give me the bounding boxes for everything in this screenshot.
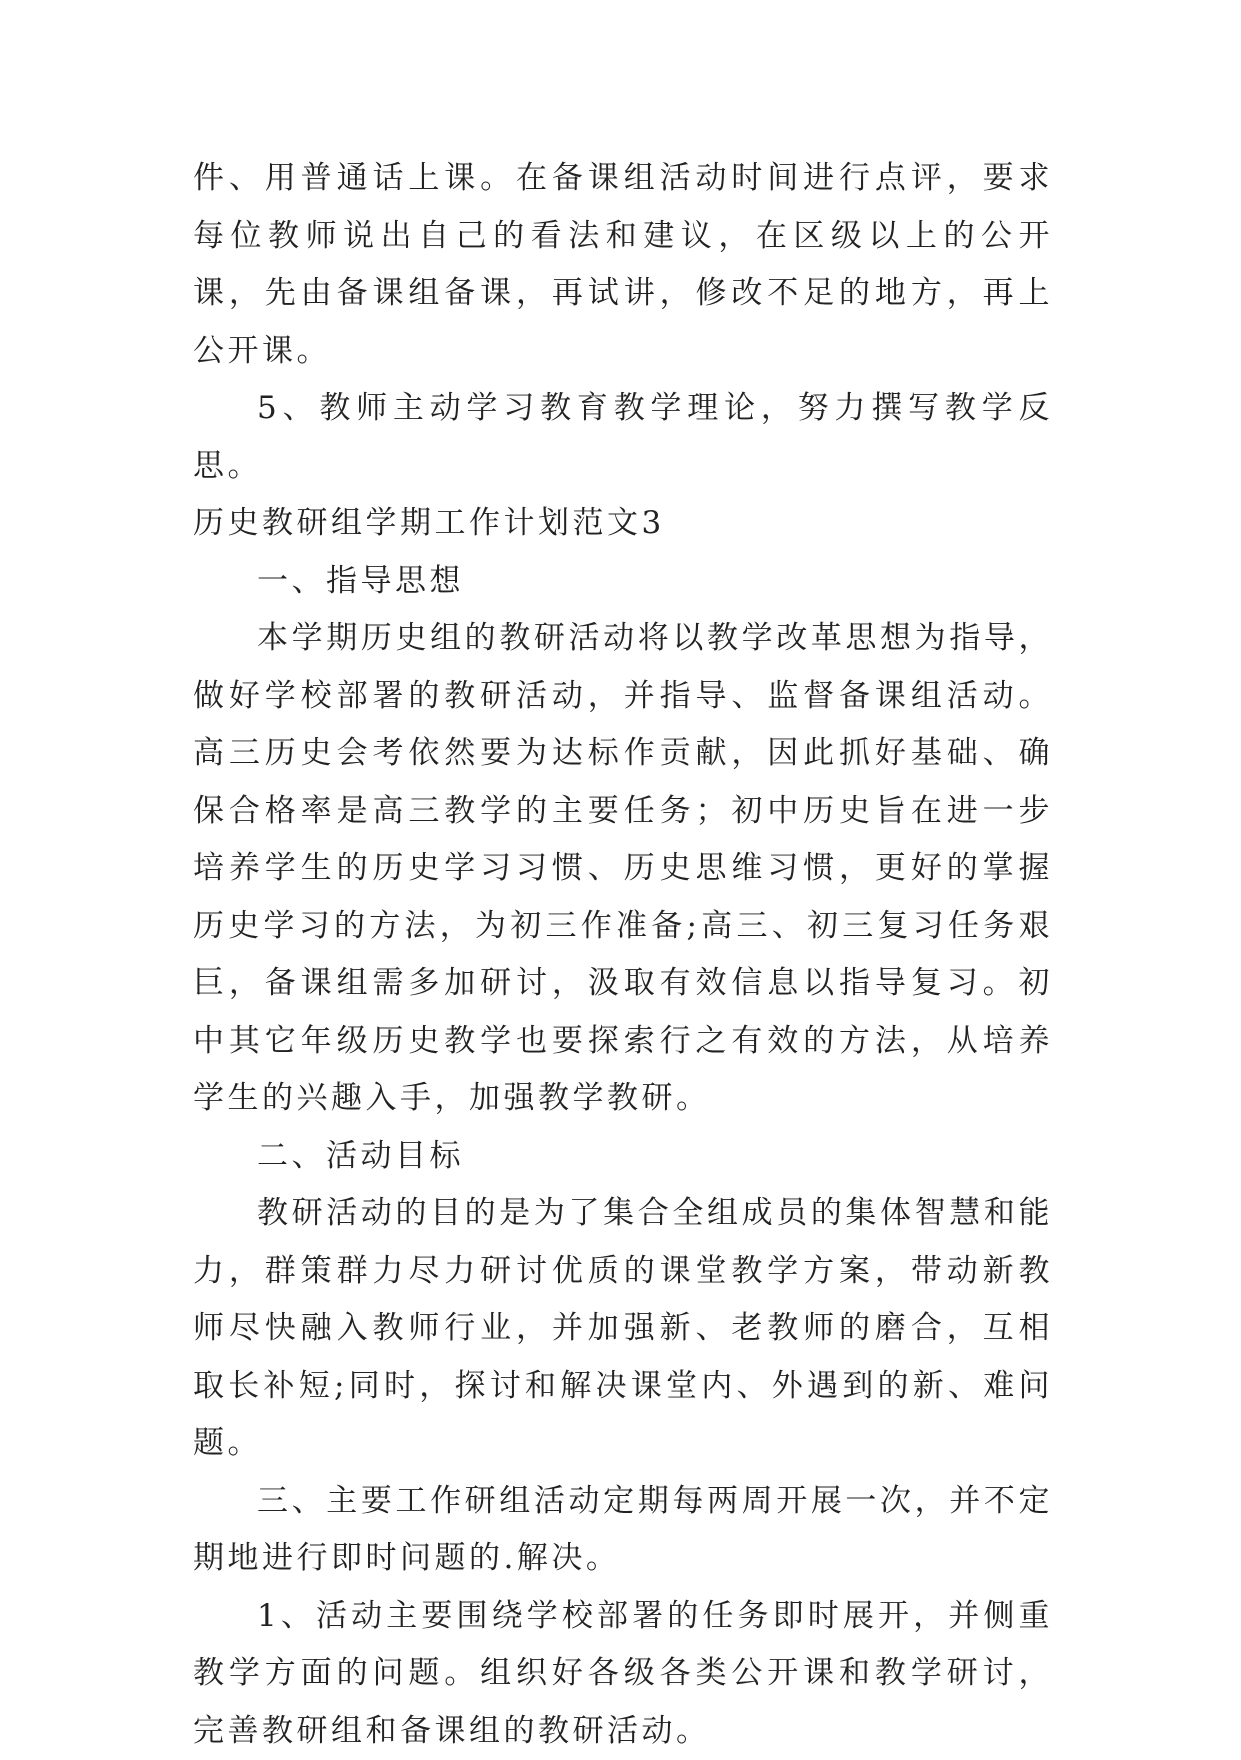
paragraph-item-5: 5、教师主动学习教育教学理论，努力撰写教学反思。 — [193, 380, 1053, 495]
heading-guiding-thought: 一、指导思想 — [193, 553, 1053, 611]
paragraph-item-1: 1、活动主要围绕学校部署的任务即时展开，并侧重教学方面的问题。组织好各级各类公开课和教学研讨，完善教研组和备课组的教研活动。 — [193, 1588, 1053, 1760]
paragraph-activity-goals: 教研活动的目的是为了集合全组成员的集体智慧和能力，群策群力尽力研讨优质的课堂教学方案，带动新教师尽快融入教师行业，并加强新、老教师的磨合，互相取长补短;同时，探讨和解决课堂内、外遇到的新、难问题。 — [193, 1185, 1053, 1473]
document-body — [193, 150, 1053, 1760]
paragraph-continuation: 件、用普通话上课。在备课组活动时间进行点评，要求每位教师说出自己的看法和建议，在区级以上的公开课，先由备课组备课，再试讲，修改不足的地方，再上公开课。 — [193, 150, 1053, 380]
section-title: 历史教研组学期工作计划范文3 — [193, 495, 1053, 553]
paragraph-guiding-thought: 本学期历史组的教研活动将以教学改革思想为指导，做好学校部署的教研活动，并指导、监督备课组活动。高三历史会考依然要为达标作贡献，因此抓好基础、确保合格率是高三教学的主要任务；初中历史旨在进一步培养学生的历史学习习惯、历史思维习惯，更好的掌握历史学习的方法，为初三作准备;高三、初三复习任务艰巨，备课组需多加研讨，汲取有效信息以指导复习。初中其它年级历史教学也要探索行之有效的方法，从培养学生的兴趣入手，加强教学教研。 — [193, 610, 1053, 1128]
paragraph-main-work: 三、主要工作研组活动定期每两周开展一次，并不定期地进行即时问题的.解决。 — [193, 1473, 1053, 1588]
heading-activity-goals: 二、活动目标 — [193, 1128, 1053, 1186]
